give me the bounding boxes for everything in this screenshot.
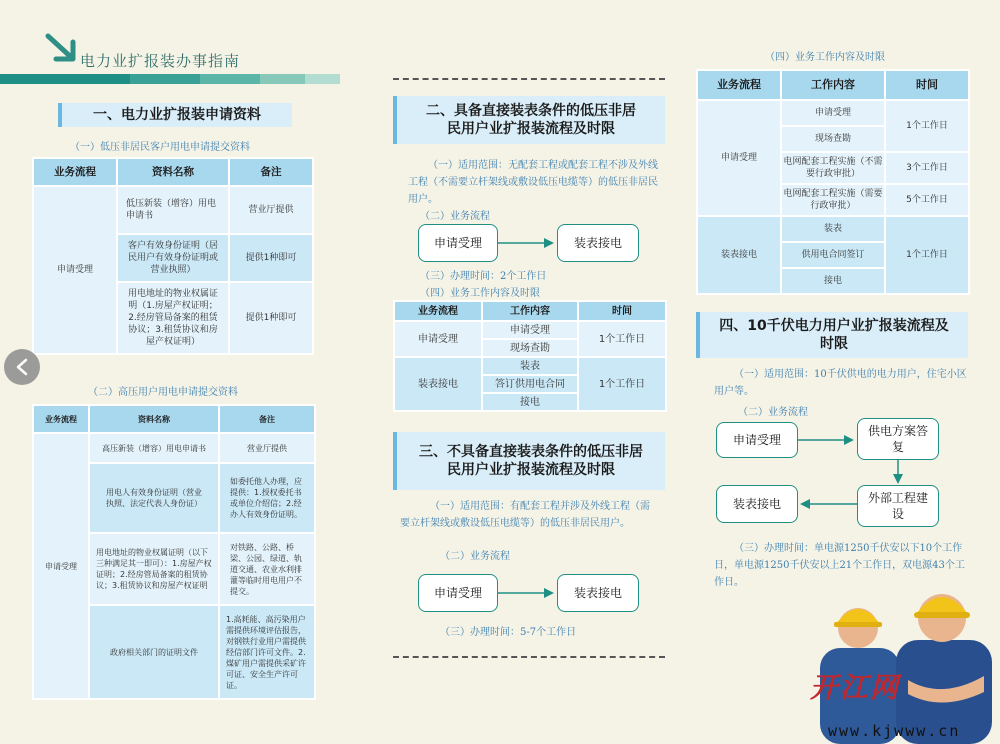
section4-time: （三）办理时间：单电源1250千伏安以下10个工作日，单电源1250千伏安以上21个工作日，双电源43个工作日。 (714, 543, 965, 588)
section4-flow-label: （二）业务流程 (738, 407, 808, 418)
table-cell: 1.高耗能、高污染用户需提供环境评估报告，对钢铁行业用户需提供经信部门许可文件。2.煤矿用户需提供采矿许可证、安全生产许可证。 (219, 605, 315, 699)
table-header: 时间 (885, 70, 969, 100)
flow-step-install: 装表接电 (716, 485, 798, 523)
table-cell-process: 申请受理 (697, 100, 781, 216)
table-cell: 装表 (482, 357, 578, 375)
table-cell: 高压新装（增容）用电申请书 (89, 433, 219, 463)
flow-step-plan-reply: 供电方案答复 (857, 418, 939, 460)
section4-title: 四、10千伏电力用户业扩报装流程及时限 (696, 312, 968, 358)
table-cell: 申请受理 (482, 321, 578, 339)
watermark-logo: 开江网 (810, 671, 901, 704)
table-cell: 营业厅提供 (229, 186, 313, 234)
table-cell: 接电 (781, 268, 885, 294)
table-header: 资料名称 (117, 158, 229, 186)
flow-step-apply: 申请受理 (716, 422, 798, 458)
flow-step-install: 装表接电 (557, 224, 639, 262)
section3-title: 三、不具备直接装表条件的低压非居民用户业扩报装流程及时限 (393, 432, 665, 490)
section3-flow-label: （二）业务流程 (440, 551, 510, 562)
table-cell: 答订供用电合同 (482, 375, 578, 393)
table-cell: 对铁路、公路、桥梁、公园、绿道、轨道交通、农业水利排灌等临时用电用户不提交。 (219, 533, 315, 605)
table-cell: 提供1种即可 (229, 234, 313, 282)
table-cell: 营业厅提供 (219, 433, 315, 463)
arrow-down-icon (888, 460, 908, 486)
table-cell: 电网配套工程实施（不需要行政审批） (781, 152, 885, 184)
arrow-down-right-icon (42, 32, 82, 66)
table-header: 时间 (578, 301, 666, 321)
section2-scope: （一）适用范围：无配套工程或配套工程不涉及外线工程（不需要立杆架线或敷设低压电缆等）的低压非居民用户。 (408, 160, 658, 205)
divider (393, 78, 665, 80)
table-cell-process: 装表接电 (697, 216, 781, 294)
table-cell: 3个工作日 (885, 152, 969, 184)
divider (393, 656, 665, 658)
table-cell: 政府相关部门的证明文件 (89, 605, 219, 699)
table-header: 业务流程 (697, 70, 781, 100)
table-cell-process: 装表接电 (394, 357, 482, 411)
section3-time: （三）办理时间：5-7个工作日 (440, 627, 577, 638)
table-indirect-install-work (696, 69, 970, 295)
table-cell: 用电人有效身份证明（营业执照、法定代表人身份证） (89, 463, 219, 533)
table-cell: 1个工作日 (578, 321, 666, 357)
table-cell: 1个工作日 (885, 216, 969, 294)
table-cell: 如委托他人办理，应提供：1.授权委托书或单位介绍信；2.经办人有效身份证明。 (219, 463, 315, 533)
table-direct-install-work (393, 300, 667, 412)
section3-content-label: （四）业务工作内容及时限 (765, 52, 885, 63)
section1-sub2: （二）高压用户用电申请提交资料 (88, 387, 238, 398)
table-cell-process: 申请受理 (394, 321, 482, 357)
header-color-bar (0, 74, 340, 84)
table-cell: 装表 (781, 216, 885, 242)
table-header: 资料名称 (89, 405, 219, 433)
table-cell: 客户有效身份证明（居民用户有效身份证明或营业执照） (117, 234, 229, 282)
table-cell: 用电地址的物业权属证明（1.房屋产权证明；2.经房管局备案的租赁协议；3.租赁协议和房屋产权证明） (117, 282, 229, 354)
flow-step-external-construction: 外部工程建设 (857, 485, 939, 527)
section3-scope: （一）适用范围：有配套工程并涉及外线工程（需要立杆架线或敷设低压电缆等）的低压非居民用户。 (400, 501, 650, 529)
table-cell: 用电地址的物业权属证明（以下三种满足其一即可）：1.房屋产权证明；2.经房管局备案的租赁协议；3.租赁协议和房屋产权证明 (89, 533, 219, 605)
table-cell: 接电 (482, 393, 578, 411)
table-cell: 供用电合同签订 (781, 242, 885, 268)
workers-illustration (812, 580, 1000, 744)
arrow-right-icon (498, 233, 558, 253)
table-cell: 1个工作日 (885, 100, 969, 152)
table-header: 业务流程 (394, 301, 482, 321)
table-header: 工作内容 (482, 301, 578, 321)
watermark-url: www.kjwww.cn (828, 722, 961, 740)
arrow-left-icon (798, 494, 858, 514)
table-cell: 现场查勘 (482, 339, 578, 357)
section1-sub1: （一）低压非居民客户用电申请提交资料 (70, 142, 250, 153)
table-low-voltage-materials (32, 157, 314, 355)
table-cell: 5个工作日 (885, 184, 969, 216)
table-cell: 低压新装（增容）用电申请书 (117, 186, 229, 234)
section2-time: （三）办理时间：2个工作日 (420, 271, 547, 282)
flow-step-apply: 申请受理 (418, 574, 498, 612)
table-header: 业务流程 (33, 405, 89, 433)
section2-content-label: （四）业务工作内容及时限 (420, 288, 540, 299)
table-cell-process: 申请受理 (33, 186, 117, 354)
arrow-right-icon (498, 583, 558, 603)
prev-page-button[interactable] (4, 349, 40, 385)
table-cell: 申请受理 (781, 100, 885, 126)
table-header: 业务流程 (33, 158, 117, 186)
section1-title: 一、电力业扩报装申请资料 (58, 103, 292, 127)
table-cell: 现场查勘 (781, 126, 885, 152)
table-cell-process: 申请受理 (33, 433, 89, 699)
chevron-left-icon (15, 358, 29, 376)
flow-step-apply: 申请受理 (418, 224, 498, 262)
table-cell: 电网配套工程实施（需要行政审批） (781, 184, 885, 216)
section2-title: 二、具备直接装表条件的低压非居民用户业扩报装流程及时限 (393, 96, 665, 144)
flow-step-install: 装表接电 (557, 574, 639, 612)
section4-scope: （一）适用范围：10千伏供电的电力用户，住宅小区用户等。 (714, 369, 967, 397)
table-cell: 1个工作日 (578, 357, 666, 411)
table-header: 工作内容 (781, 70, 885, 100)
table-header: 备注 (229, 158, 313, 186)
table-cell: 提供1种即可 (229, 282, 313, 354)
page-title: 电力业扩报装办事指南 (80, 52, 241, 70)
arrow-right-icon (798, 430, 858, 450)
table-high-voltage-materials (32, 404, 316, 700)
table-header: 备注 (219, 405, 315, 433)
section2-flow-label: （二）业务流程 (420, 211, 490, 222)
